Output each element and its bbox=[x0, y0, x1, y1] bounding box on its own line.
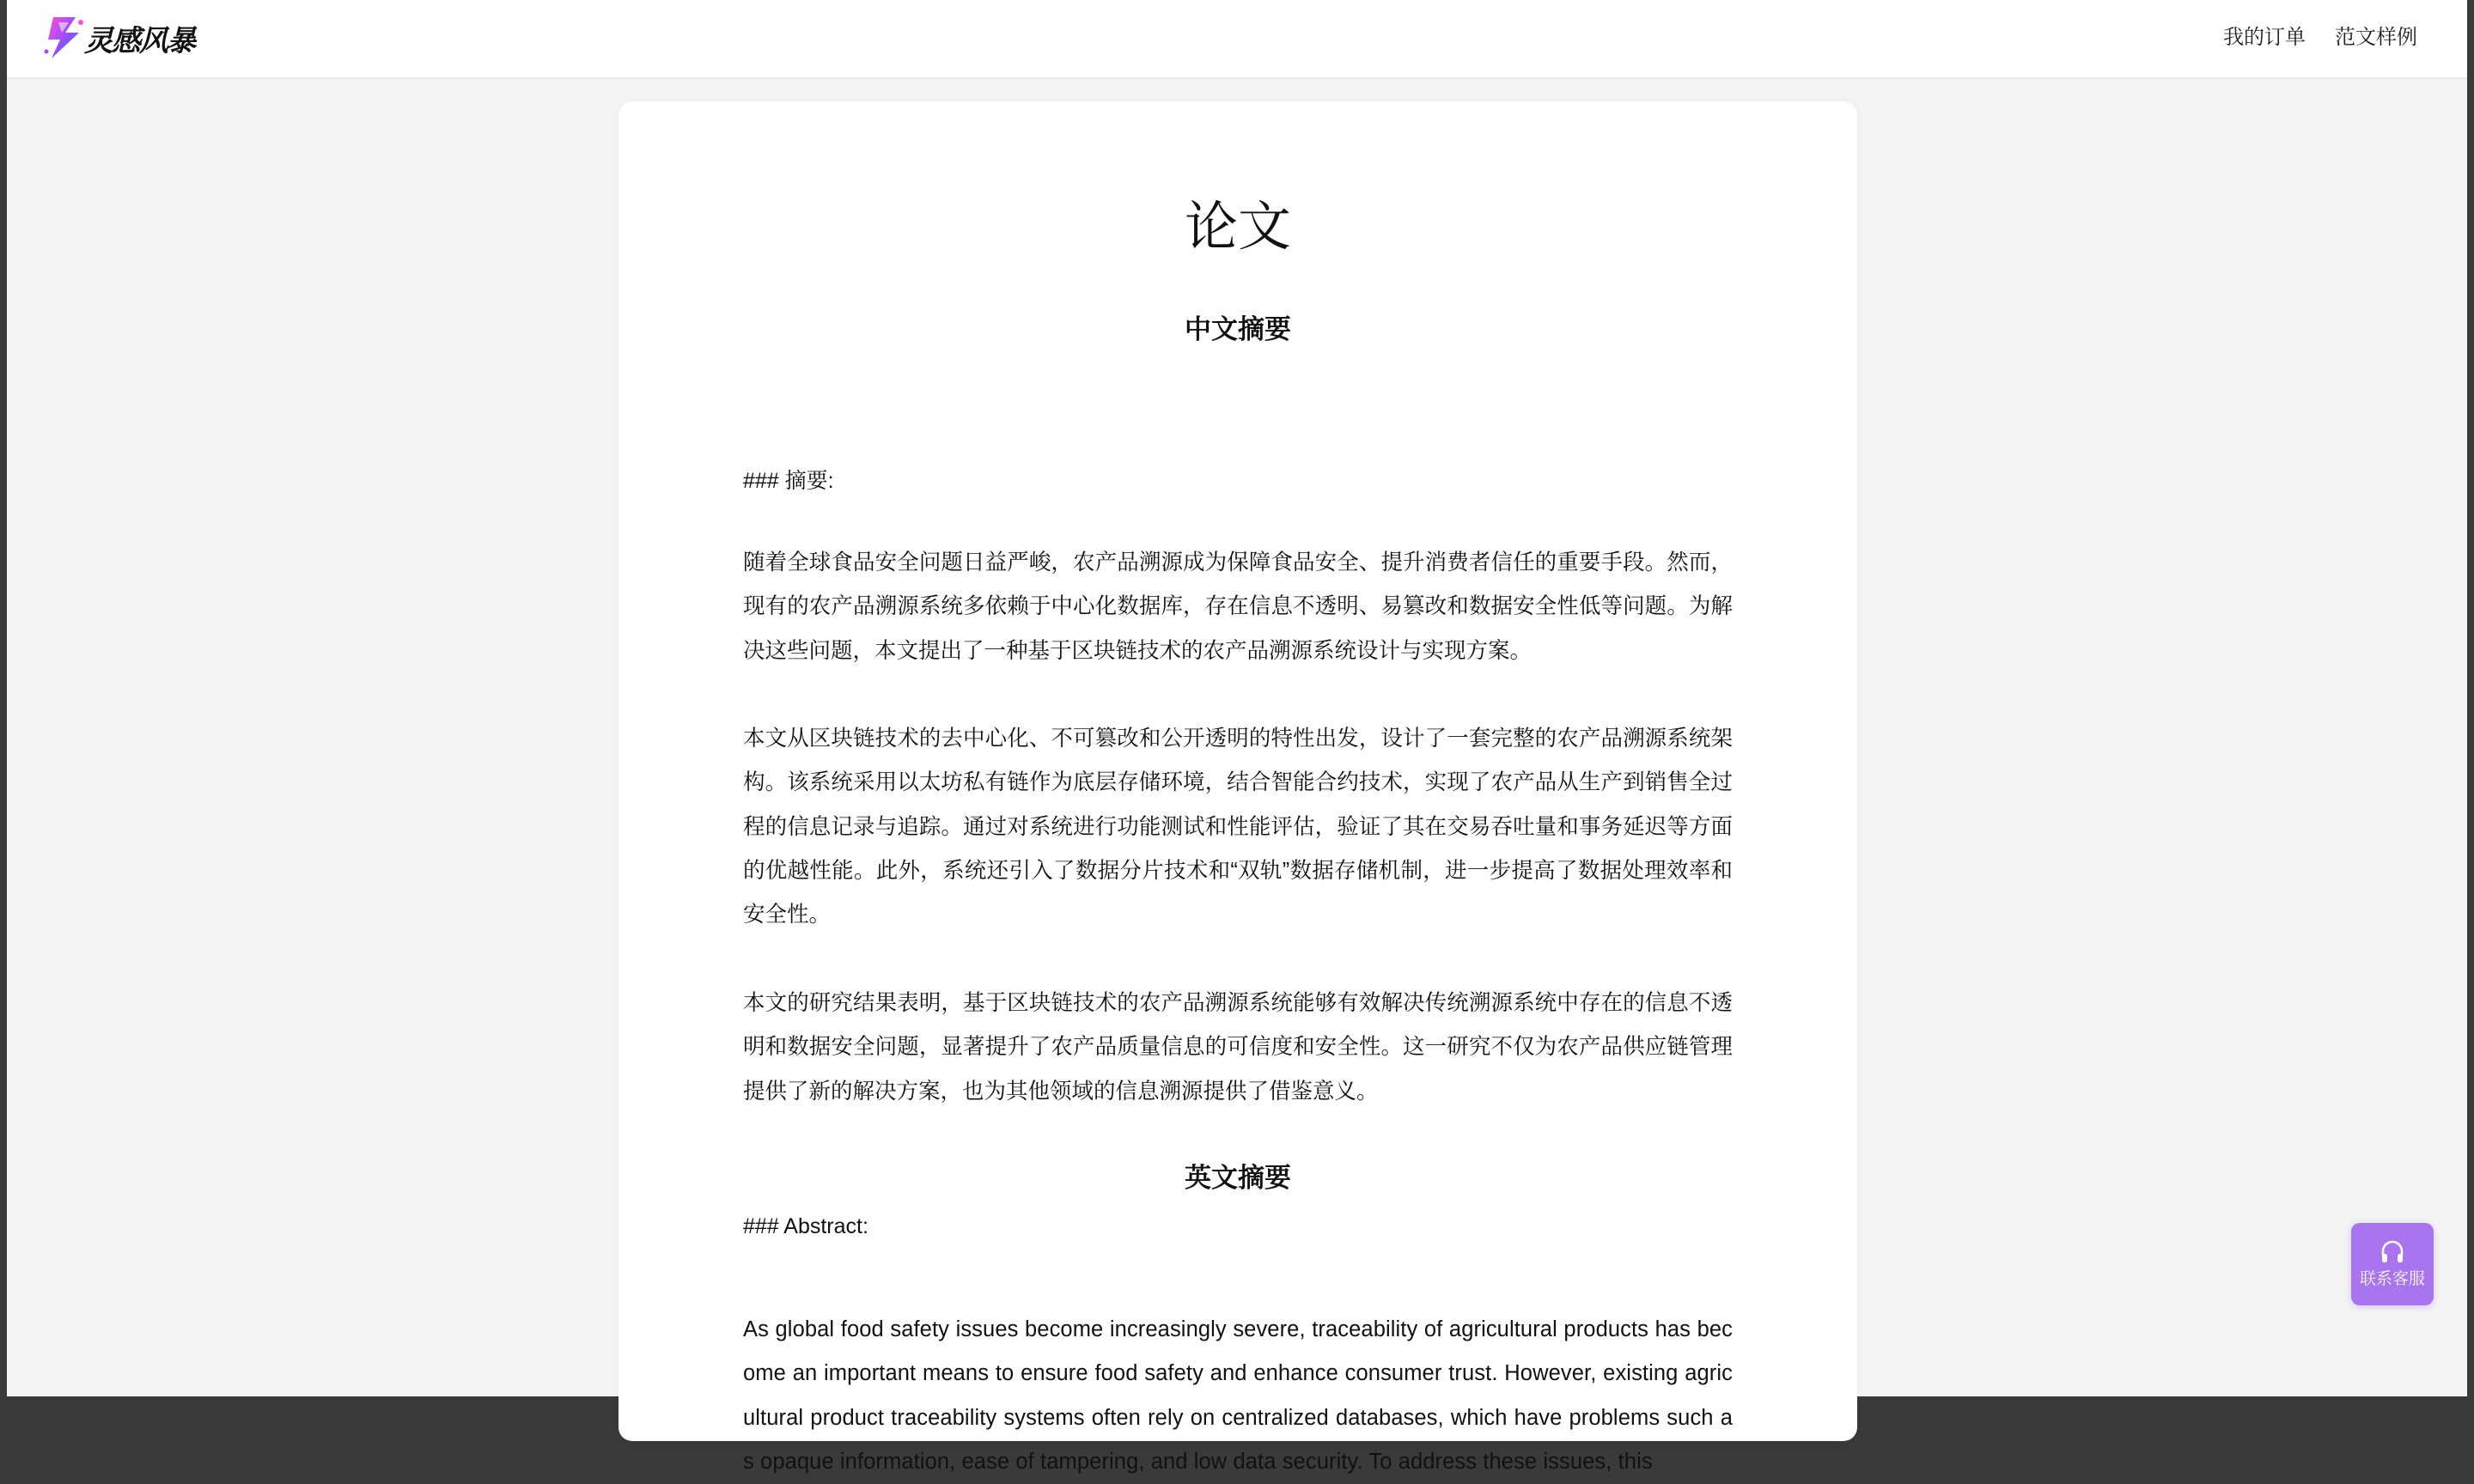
cn-paragraph: 本文从区块链技术的去中心化、不可篡改和公开透明的特性出发，设计了一套完整的农产品溯源系统架构。该系统采用以太坊私有链作为底层存储环境，结合智能合约技术，实现了农产品从生产到销售全过程的信息记录与追踪。通过对系统进行功能测试和性能评估，验证了其在交易吞吐量和事务延迟等方面的优越性能。此外，系统还引入了数据分片技术和“双轨”数据存储机制，进一步提高了数据处理效率和安全性。 bbox=[743, 727, 1733, 928]
top-navbar bbox=[7, 0, 2467, 79]
paper-card bbox=[618, 101, 1857, 1474]
lightning-logo-icon bbox=[41, 14, 89, 62]
nav-sample-essays[interactable]: 范文样例 bbox=[2335, 26, 2417, 49]
cn-paragraph: 本文的研究结果表明，基于区块链技术的农产品溯源系统能够有效解决传统溯源系统中存在的信息不透明和数据安全问题，显著提升了农产品质量信息的可信度和安全性。这一研究不仅为农产品供应链管理提供了新的解决方案，也为其他领域的信息溯源提供了借鉴意义。 bbox=[743, 991, 1733, 1104]
brand-logo[interactable] bbox=[41, 12, 194, 64]
headset-icon bbox=[2379, 1238, 2406, 1266]
contact-support-button[interactable] bbox=[2351, 1223, 2434, 1305]
nav-my-orders[interactable]: 我的订单 bbox=[2223, 26, 2306, 49]
support-label: 联系客服 bbox=[2359, 1270, 2425, 1288]
cn-abstract-title: 中文摘要 bbox=[1185, 314, 1291, 344]
top-nav bbox=[2223, 23, 2417, 52]
en-paragraph: As global food safety issues become increasingly severe, traceability of agricultural products has become an important means to ensure food safety and enhance consumer trust. However, existing agricultural product traceability systems often rely on centralized databases, which have problems such as opaque information, ease of tampering, and low data security. To address these issues, this bbox=[743, 1317, 1733, 1474]
cn-abstract-label: ### 摘要: bbox=[743, 469, 834, 493]
app-window bbox=[7, 0, 2467, 1474]
en-abstract-label: ### Abstract: bbox=[743, 1214, 868, 1238]
cn-paragraph: 随着全球食品安全问题日益严峻，农产品溯源成为保障食品安全、提升消费者信任的重要手段。然而，现有的农产品溯源系统多依赖于中心化数据库，存在信息不透明、易篡改和数据安全性低等问题。为解决这些问题，本文提出了一种基于区块链技术的农产品溯源系统设计与实现方案。 bbox=[743, 550, 1733, 663]
page-title: 论文 bbox=[1184, 198, 1291, 257]
brand-name: 灵感风暴 bbox=[84, 23, 194, 58]
en-abstract-title: 英文摘要 bbox=[1185, 1163, 1291, 1193]
